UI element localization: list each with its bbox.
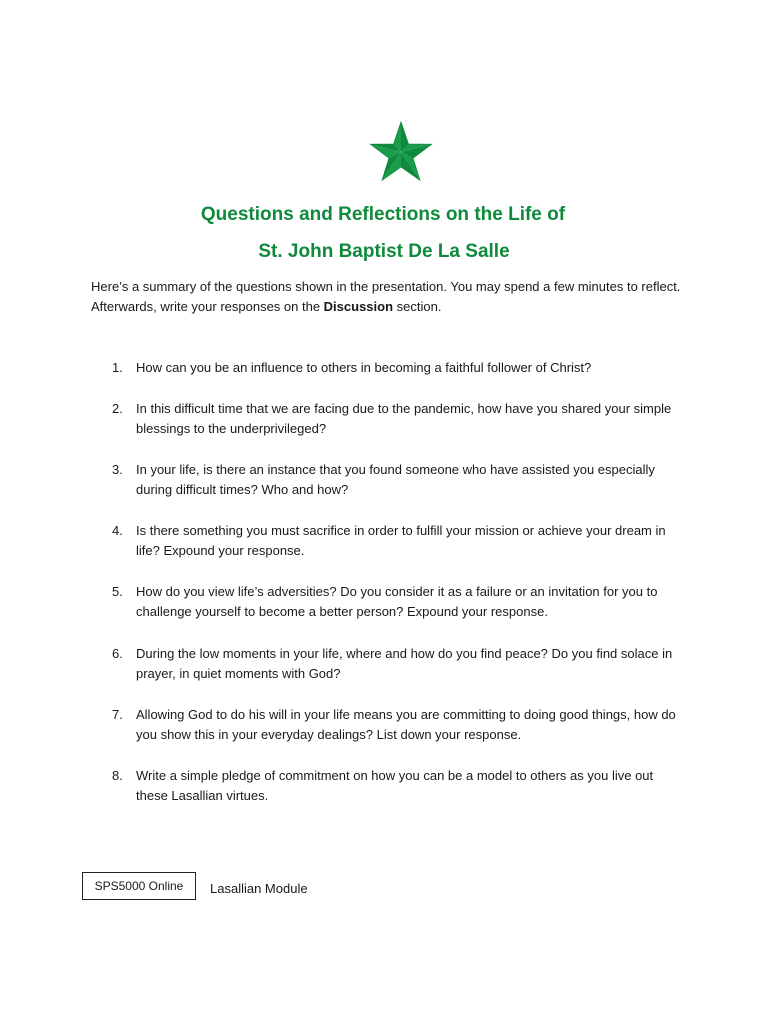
intro-text-end: section. [393,299,442,314]
question-number: 4. [112,523,123,538]
question-number: 6. [112,646,123,661]
course-code-box [82,872,196,900]
green-star-icon [369,121,433,183]
question-text: During the low moments in your life, where and how do you find peace? Do you find solace in prayer, in quiet moments with God? [136,646,673,681]
question-number: 3. [112,462,123,477]
question-number: 5. [112,584,123,599]
intro-text: Here’s a summary of the questions shown in the presentation. You may spend a few minutes to reflect. Afterwards, write your responses on the [91,279,681,314]
question-text: Write a simple pledge of commitment on how you can be a model to others as you live out these Lasallian virtues. [136,768,654,803]
question-text: In your life, is there an instance that you found someone who have assisted you especially during difficult times? Who and how? [136,462,655,497]
question-text: Allowing God to do his will in your life means you are committing to doing good things, how do you show this in your everyday dealings? List down your response. [136,707,676,742]
module-label: Lasallian Module [210,881,308,896]
question-text: In this difficult time that we are facing due to the pandemic, how have you shared your simple blessings to the underprivileged? [136,401,672,436]
discussion-emphasis: Discussion [323,299,394,314]
question-text: How do you view life’s adversities? Do you consider it as a failure or an invitation for you to challenge yourself to become a better person? Expound your response. [136,584,658,619]
question-number: 8. [112,768,123,783]
course-code: SPS5000 Online [94,879,184,893]
question-number: 7. [112,707,123,722]
intro-paragraph [91,277,691,317]
question-number: 1. [112,360,123,375]
document-title-line1: Questions and Reflections on the Life of [200,204,566,225]
question-text: How can you be an influence to others in becoming a faithful follower of Christ? [136,360,592,375]
question-number: 2. [112,401,123,416]
document-title-line2: St. John Baptist De La Salle [258,241,510,262]
question-text: Is there something you must sacrifice in order to fulfill your mission or achieve your dream in life? Expound your response. [136,523,666,558]
